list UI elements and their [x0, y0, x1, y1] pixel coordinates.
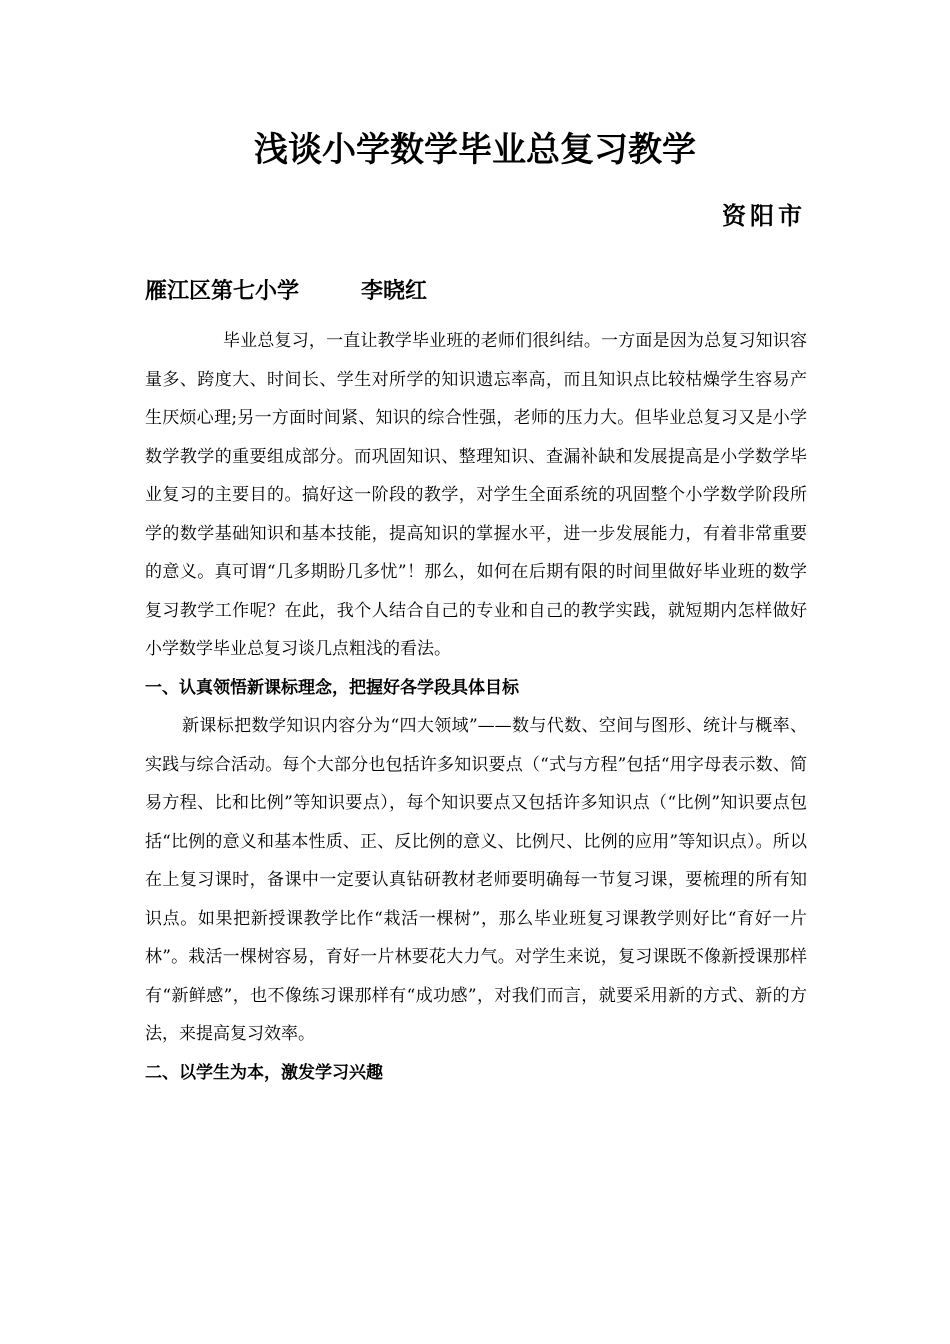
document-title: 浅谈小学数学毕业总复习教学 [254, 130, 696, 170]
section-heading: 一、认真领悟新课标理念，把握好各学段具体目标 [145, 677, 519, 698]
author-name: 李晓红 [361, 279, 428, 304]
author-city: 资阳市 [722, 202, 806, 230]
document-body [145, 322, 807, 1092]
author-line [145, 274, 427, 310]
author-school: 雁江区第七小学 [145, 279, 300, 304]
body-paragraph: 新课标把数学知识内容分为“四大领域”——数与代数、空间与图形、统计与概率、实践与综合活动。每个大部分也包括许多知识要点（“式与方程”包括“用字母表示数、简易方程、比和比例”等知识要点），每个知识要点又包括许多知识点（“比例”知识要点包括“比例的意义和基本性质、正、反比例的意义、比例尺、比例的应用”等知识点）。所以在上复习课时，备课中一定要认真钻研教材老师要明确每一节复习课，要梳理的所有知识点。如果把新授课教学比作“栽活一棵树”，那么毕业班复习课教学则好比“育好一片林”。栽活一棵树容易，育好一片林要花大力气。对学生来说，复习课既不像新授课那样有“新鲜感”，也不像练习课那样有“成功感”，对我们而言，就要采用新的方式、新的方法，来提高复习效率。 [145, 716, 807, 1044]
body-paragraph: 毕业总复习，一直让教学毕业班的老师们很纠结。一方面是因为总复习知识容量多、跨度大、时间长、学生对所学的知识遗忘率高，而且知识点比较枯燥学生容易产生厌烦心理;另一方面时间紧、知识的综合性强，老师的压力大。但毕业总复习又是小学数学教学的重要组成部分。而巩固知识、整理知识、查漏补缺和发展提高是小学数学毕业复习的主要目的。搞好这一阶段的教学，对学生全面系统的巩固整个小学数学阶段所学的数学基础知识和基本技能，提高知识的掌握水平，进一步发展能力，有着非常重要的意义。真可谓“几多期盼几多忧”！那么，如何在后期有限的时间里做好毕业班的数学复习教学工作呢？在此，我个人结合自己的专业和自己的教学实践，就短期内怎样做好小学数学毕业总复习谈几点粗浅的看法。 [145, 331, 807, 659]
section-heading: 二、以学生为本，激发学习兴趣 [145, 1062, 383, 1083]
